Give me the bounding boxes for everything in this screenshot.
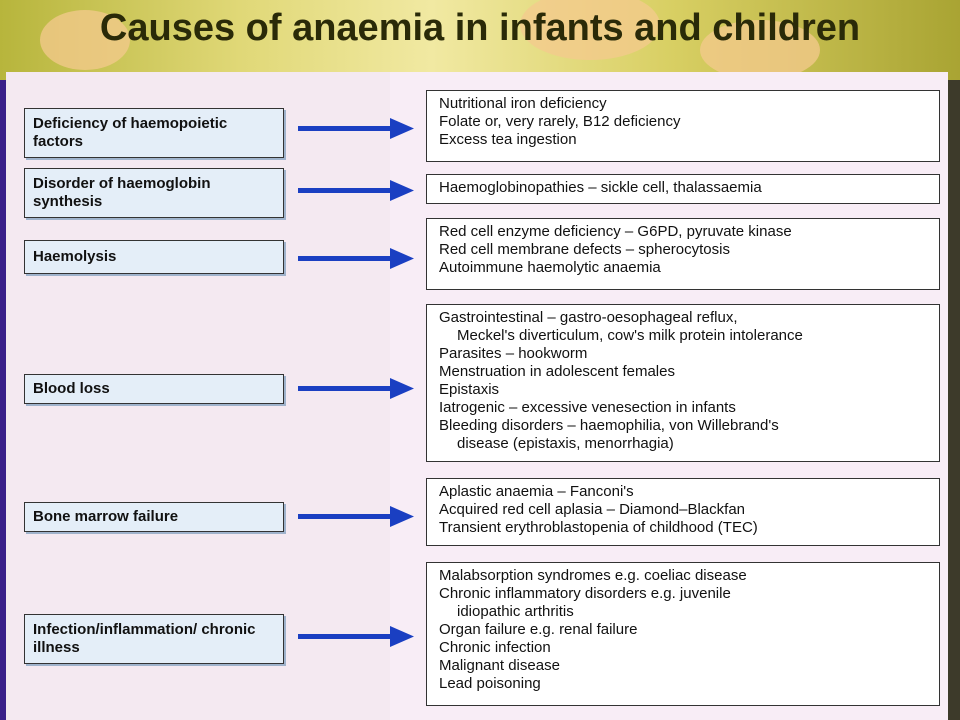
detail-line: Parasites – hookworm — [439, 345, 588, 362]
detail-line: Meckel's diverticulum, cow's milk protein intolerance — [457, 327, 803, 344]
cause-label: Disorder of haemoglobin synthesis — [33, 175, 211, 210]
detail-line: Organ failure e.g. renal failure — [439, 621, 638, 638]
detail-line: Chronic infection — [439, 639, 551, 656]
detail-box — [426, 174, 940, 204]
cause-label: Deficiency of haemopoietic factors — [33, 115, 228, 150]
detail-line: Bleeding disorders – haemophilia, von Willebrand's — [439, 417, 779, 434]
cause-box — [24, 614, 284, 664]
detail-box — [426, 90, 940, 162]
cause-box — [24, 168, 284, 218]
arrow-icon — [298, 178, 414, 202]
detail-line: Red cell membrane defects – spherocytosis — [439, 241, 730, 258]
detail-line: disease (epistaxis, menorrhagia) — [457, 435, 674, 452]
detail-line: Iatrogenic – excessive venesection in infants — [439, 399, 736, 416]
detail-line: Nutritional iron deficiency — [439, 95, 607, 112]
cause-box — [24, 240, 284, 274]
detail-line: Excess tea ingestion — [439, 131, 577, 148]
detail-line: Menstruation in adolescent females — [439, 363, 675, 380]
detail-line: Lead poisoning — [439, 675, 541, 692]
arrow-icon — [298, 624, 414, 648]
detail-line: Haemoglobinopathies – sickle cell, thalassaemia — [439, 179, 762, 196]
cause-label: Haemolysis — [33, 248, 117, 265]
detail-line: Red cell enzyme deficiency – G6PD, pyruvate kinase — [439, 223, 792, 240]
cause-box — [24, 108, 284, 158]
detail-line: Autoimmune haemolytic anaemia — [439, 259, 661, 276]
arrow-icon — [298, 504, 414, 528]
detail-line: Chronic inflammatory disorders e.g. juvenile — [439, 585, 731, 602]
detail-line: Malabsorption syndromes e.g. coeliac disease — [439, 567, 747, 584]
cause-label: Blood loss — [33, 380, 110, 397]
cause-label: Bone marrow failure — [33, 508, 179, 525]
detail-box — [426, 218, 940, 290]
right-accent-bar — [948, 80, 960, 720]
detail-line: Malignant disease — [439, 657, 560, 674]
detail-box — [426, 562, 940, 706]
cause-label: Infection/inflammation/ chronic illness — [33, 621, 256, 656]
detail-line: idiopathic arthritis — [457, 603, 574, 620]
detail-line: Acquired red cell aplasia – Diamond–Blackfan — [439, 501, 746, 518]
detail-box — [426, 478, 940, 546]
detail-line: Gastrointestinal – gastro-oesophageal reflux, — [439, 309, 738, 326]
detail-line: Epistaxis — [439, 381, 500, 398]
detail-line: Folate or, very rarely, B12 deficiency — [439, 113, 681, 130]
cause-box — [24, 502, 284, 532]
detail-line: Aplastic anaemia – Fanconi's — [439, 483, 634, 500]
arrow-icon — [298, 376, 414, 400]
arrow-icon — [298, 246, 414, 270]
detail-box — [426, 304, 940, 462]
cause-box — [24, 374, 284, 404]
detail-line: Transient erythroblastopenia of childhood (TEC) — [439, 519, 758, 536]
arrow-icon — [298, 116, 414, 140]
slide-title: Causes of anaemia in infants and children — [99, 7, 861, 49]
